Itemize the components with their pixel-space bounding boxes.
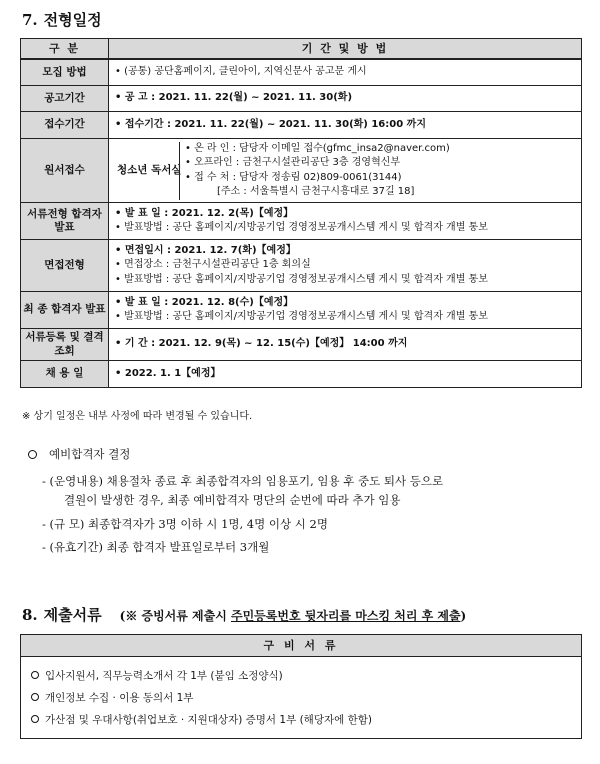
- row-line: • (공통) 공단홈페이지, 클린아이, 지역신문사 공고문 게시: [115, 66, 367, 77]
- row-label: 모집 방법: [21, 59, 109, 86]
- reserve-item-operation: - (운영내용) 채용절차 종료 후 최종합격자의 임용포기, 임용 후 중도 퇴사 등으로: [42, 474, 444, 488]
- row-label: 채 용 일: [21, 361, 109, 388]
- row-value: [109, 240, 582, 292]
- section-8-number: 8.: [22, 606, 38, 624]
- reserve-heading-row: [28, 446, 588, 462]
- row-value: [109, 361, 582, 388]
- section-7-heading: 전형일정: [43, 11, 102, 29]
- row-line: • 발 표 일 : 2021. 12. 2(목)【예정】: [115, 207, 294, 219]
- required-documents-header: 구 비 서 류: [21, 635, 581, 657]
- row-line: • 면접장소 : 금천구시설관리공단 1층 회의실: [115, 259, 311, 271]
- note-underlined: 주민등록번호 뒷자리를 마스킹 처리 후 제출: [231, 609, 461, 623]
- row-line: • 발표방법 : 공단 홈페이지/지방공기업 경영정보공개시스템 게시 및 합격자 개별 통보: [115, 222, 488, 233]
- table-row: [21, 139, 582, 203]
- reserve-candidates-section: [28, 446, 588, 562]
- row-label: 면접전형: [21, 240, 109, 292]
- row-line: • 접수기간 : 2021. 11. 22(월) ~ 2021. 11. 30(화) 16:00 까지: [115, 118, 426, 130]
- schedule-footnote: ※ 상기 일정은 내부 사정에 따라 변경될 수 있습니다.: [22, 411, 253, 422]
- required-documents-list: [21, 657, 581, 738]
- row-value: [109, 59, 582, 86]
- circle-bullet-icon: [31, 715, 39, 723]
- row-line: • 2022. 1. 1【예정】: [115, 367, 221, 379]
- row-line: • 발 표 일 : 2021. 12. 8(수)【예정】: [115, 296, 294, 308]
- row-value: [109, 292, 582, 329]
- row-label: 접수기간: [21, 112, 109, 139]
- table-row: [21, 112, 582, 139]
- application-lines: [179, 142, 450, 200]
- sub-label-reading-room: 청소년 독서실: [117, 163, 182, 176]
- table-row: [21, 203, 582, 240]
- document-item-label: 가산점 및 우대사항(취업보호 · 지원대상자) 증명서 1부 (해당자에 한함): [45, 713, 372, 726]
- row-value: [109, 139, 582, 203]
- circle-bullet-icon: [28, 450, 37, 459]
- row-line: • 면접일시 : 2021. 12. 7(화)【예정】: [115, 244, 296, 256]
- note-suffix: ): [460, 609, 467, 623]
- row-line: • 기 간 : 2021. 12. 9(목) ~ 12. 15(수)【예정】 14:00 까지: [115, 338, 408, 350]
- table-row: [21, 86, 582, 112]
- application-detail: [117, 142, 577, 200]
- header-category: 구 분: [21, 39, 109, 59]
- row-label: 서류등록 및 결격조회: [21, 329, 109, 361]
- reserve-item-scale: - (규 모) 최종합격자가 3명 이하 시 1명, 4명 이상 시 2명: [42, 516, 328, 531]
- row-label: 최 종 합격자 발표: [21, 292, 109, 329]
- header-period-method: 기 간 및 방 법: [109, 39, 582, 59]
- table-row: [21, 292, 582, 329]
- section-8-title: [22, 604, 466, 625]
- table-row: [21, 59, 582, 86]
- reserve-item-operation-cont: 결원이 발생한 경우, 최종 예비합격자 명단의 순번에 따라 추가 임용: [64, 493, 401, 508]
- section-8-note: [120, 609, 467, 623]
- table-row: [21, 329, 582, 361]
- online-line: • 온 라 인 : 담당자 이메일 접수(gfmc_insa2@naver.com): [185, 142, 450, 154]
- note-prefix: (※ 증빙서류 제출시: [119, 609, 231, 623]
- section-7-title: [22, 9, 102, 30]
- document-item-label: 개인정보 수집 · 이용 동의서 1부: [45, 691, 194, 704]
- circle-bullet-icon: [31, 693, 39, 701]
- list-item: [31, 708, 573, 730]
- row-line: • 발표방법 : 공단 홈페이지/지방공기업 경영정보공개시스템 게시 및 합격자 개별 통보: [115, 273, 488, 285]
- row-value: [109, 112, 582, 139]
- table-header-row: [21, 39, 582, 59]
- table-row: [21, 240, 582, 292]
- list-item: [31, 686, 573, 708]
- row-value: [109, 203, 582, 240]
- document-item-label: 입사지원서, 직무능력소개서 각 1부 (붙임 소정양식): [45, 669, 283, 682]
- offline-line: • 오프라인 : 금천구시설관리공단 3층 경영혁신부: [185, 157, 401, 168]
- contact-line: • 접 수 처 : 담당자 정송림 02)809-0061(3144): [185, 171, 402, 183]
- section-7-number: 7.: [22, 11, 38, 29]
- list-item: [31, 664, 573, 686]
- circle-bullet-icon: [31, 671, 39, 679]
- row-value: [109, 329, 582, 361]
- reserve-heading: 예비합격자 결정: [49, 447, 131, 461]
- row-line: • 공 고 : 2021. 11. 22(월) ~ 2021. 11. 30(화): [115, 92, 353, 104]
- address-line: [주소 : 서울특별시 금천구시흥대로 37길 18]: [217, 186, 415, 197]
- schedule-table: [20, 38, 582, 388]
- row-line: • 발표방법 : 공단 홈페이지/지방공기업 경영정보공개시스템 게시 및 합격자 개별 통보: [115, 311, 488, 322]
- row-value: [109, 86, 582, 112]
- row-label: 공고기간: [21, 86, 109, 112]
- row-label: 원서접수: [21, 139, 109, 203]
- row-label: 서류전형 합격자 발표: [21, 203, 109, 240]
- section-8-heading: 제출서류: [43, 606, 102, 624]
- table-row: [21, 361, 582, 388]
- required-documents-box: [20, 634, 582, 739]
- reserve-item-validity: - (유효기간) 최종 합격자 발표일로부터 3개월: [42, 540, 270, 555]
